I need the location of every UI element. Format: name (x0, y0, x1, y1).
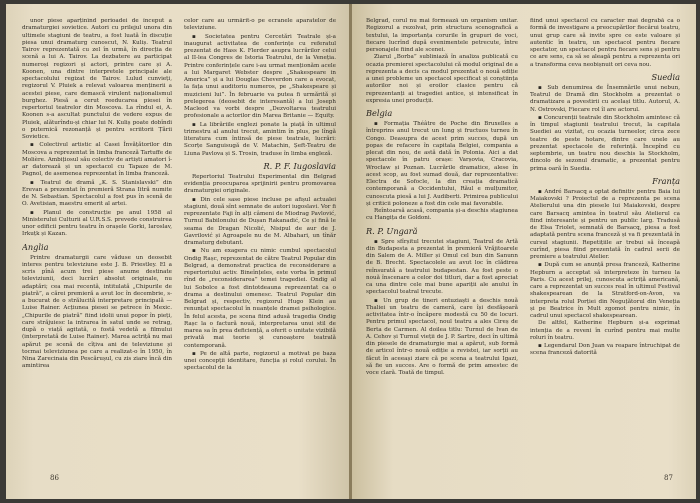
paragraph: ▪ Teatrul de dramă „K. S. Stanislavski” din Erevan a prezentat în premieră Strana Iitră numite de N. Sebastian. Spectacolul a fost pus în scenă de O. Avetisian, maestru emerit al artei. (22, 179, 172, 208)
paragraph: unor piese aparținînd perioadei de început a dramaturgiei sovietice. Autori cu prilejul unora din ultimele stagiuni de teatru, a fost luată în discuție piesa unui dramaturg cunoscut, N. Kuliș. Teatrul Tairov reprezentată cu zel în urmă, în direcția de scenă a lui A. Tairov. La dezbatere au participat numeroși regizori și actori, printre care și A. Koonen, una dintre interpretele principale ale spectacolului regizat de Tairov. Lulud cunvieți, regizorul V. Pluiek a relevat valoarea menținerii a acestei piese, care demască virulent naționalismul burghez. Piesă a cerut reeducarea piesei în repertoriul teatrelor din Moscova. La rîndul ei, A. Koonen s-a ascultat punctului de vedere expus de Pluiek, alăturîndu-și chiar lui N. Kuliș poate dobîndi o puternică rezonanță și pentru scriitorii Țării Sovietice. (22, 18, 172, 140)
paragraph: ▪ Un grup de tineri entuziaști a deschis nouă Thaliei un teatru de cameră, care își desfășoară activitatea într-o încăpere modestă cu 50 de locuri. Pentru primul spectacol, noul teatru a ales Cireș de Berta de Carmen. Al doilea titlu: Turnul de Ivan de A. Cehov și Turnul vieții de J. P. Sartre, deci în ultimă din piesele de dramaturgie mai a apărut, sub formă de articol într-o nouă ediție a revistei, iar sorții au făcut în aceeași ziare că pe scena a teatrului Igazi, să fie un succes. Are o formă de prim amestec de voce clară. Toată de timpul. (366, 297, 518, 376)
section-heading-belgia: Belgia (366, 108, 393, 118)
right-page (352, 4, 696, 499)
section-heading-franta: Franța (652, 175, 680, 186)
paragraph: fiind unui spectacol cu caracter mai degrabă ca o formă de investigare a preocupărilor fiecărui teatru, unui grup care să invite spre ce este valoare și autentic în teatru, un spectacol pentru fiecare spectator, un spectacol pentru fiecare sens și pentru ce are sens, ca să se aleagă pentru a reprezenta ori a transforma ceva neobișnuit ori ceva nou. (530, 18, 680, 68)
paragraph: ▪ Legendarul Don Juan va reapare întruchipat de scena franceză datorită (530, 343, 680, 357)
paragraph: ▪ La librăriile englezi ponate la piață în ultimul trimestru al anului trecut, amintim în plus, pe lîngă literatura cum întinsă de piese teatrale, lucrări: Scorțe Sanguisugă de V. Matachin, Șeft-Teatru de Liuna Pavlova și S. Trosin, traduse în limba engleză. (184, 121, 336, 157)
section-heading-suedia: Suedia (651, 71, 680, 82)
paragraph: ▪ După cum se anunță presa franceză, Katherine Hepburn a acceptat să interpreteze în turneu la Paris. Cu acest prilej, cunoscuta actriță americană, care a reprezentat un succes real în ultimul Festival shakespearean de la Stratford-on-Avon, va interpreta rolul Porției din Neguțătorul din Veneția și pe Beatrice în Mult zgomot pentru nimic, în cadrul unui spectacol shakespearean. (530, 262, 680, 319)
paragraph: Belgrad, corul nu mai formează un organism unitar. Regizorul a rezolvat, prin structura scenografică a textului, la importanța corurile în grupuri de voci, fiecare lucrînd după evenimentele petrecute, între personajele fiind ale scenei. (366, 18, 518, 53)
section-heading-anglia: Anglia (22, 241, 49, 252)
paragraph: ▪ Din cele sase piese incluse pe afișul actualei stagiuni, două sînt semnate de autori iugoslavi. Vor fi reprezentate Faji în alți câmeni de Miodrag Pavlović, Turnul Babilonului de Dușan Rakanadić, Ce și fină le seama de Dragan Nicolić, Nisipul de aur de J. Gavrilović și Agroapele nu de M. Albahari, un tînăr dramaturg debutant. (184, 196, 336, 246)
left-page-column-1 (22, 18, 172, 371)
paragraph: Reîntoarsă acasă, compania și-a deschis stagiunea cu Hangița de Goldoni. (366, 208, 518, 222)
paragraph: ▪ André Barsacq a optat definitiv pentru Baia lui Maiakovski ? Proiectul de a reprezenta pe scena Atelierului una din piesele lui Maiakovski, despre care Barsacq amintea în teatrul său Atelierul ca fiind interesante și pentru un public larg. Tradusă de Elsa Triolet, semnată de Barsacq, piesa a fost adaptată pentru scena franceză și va fi prezentată în cursul stagiunii. Repetițiile ar trebui să înceapă curînd, piesa fiind prezentată în cadrul serii de premiere a teatrului Atelier. (530, 188, 680, 260)
page-number-right: 87 (664, 474, 673, 482)
paragraph: ▪ Colectivul artistic al Casei Învățătorilor din Moscova a reprezentat în limba franceză Tartuffe de Molière. Ambițiosul său colectiv de artiști amatori î-ar datorează și un spectacol cu Tapaze de M. Pagnol, de asemenea reprezentat în limba franceză. (22, 142, 172, 178)
left-page-column-2 (184, 18, 336, 373)
paragraph: ▪ Concurenții teatrale din Stockholm amintesc că în timpul stagiunii teatrului trecut, la capitala Suediei au vizitat, cu ocazia turneelor, circa zece teatre de peste hotare, dintre care unele au prezentat spectacole de referință. Începînd cu septembrie, un teatru nou deschis la Stockholm, dincolo de sezonul dramatic, a prezentat pentru prima oară în Suedia. (530, 114, 680, 172)
paragraph: Repertoriul Teatrului Experimental din Belgrad evidenția preocuparea sprijinirii pentru promovarea dramaturgiei originale. (184, 173, 336, 195)
right-page-column-2 (530, 18, 680, 358)
paragraph: ▪ Nu am exagera cu nimic cumbul spectacolul Ondig Rașc, reprezentat de către Teatrul Popular din Belgrad, a demonstrat practica de reconsiderare a repertoriului activ. Bineînțeles, este vorba în primul rînd de „reconsiderarea” temei tragediei. Ondig al lui Sobolce a fost dintotdeauna reprezentat ca o drama a destinului omenesc. Teatrul Popular din Belgrad și, respectiv, regizorul Hugo Klein au renunțat spectacolul în nuanțele dramei psihologice. În felul acesta, pe scena fiind adusă tragedia Ondig Rașc la o factură nouă, interpretarea unui stil de marea sa în prea deficiență, a oferit o unitate vizibilă privată mai teorie și cunoaștere teatrală contemporană. (184, 248, 336, 349)
paragraph: ▪ Formația Théâtre de Poche din Bruxelles a întreprins anul trecut un lung și fructuos turneu în Congo. Deasupra de acest prim succes, după un popas de refacere în capitala Belgiei, compania a plecat din nou, de astă dată în Polonia. Aici a dat spectacole în patru orașe: Varșovia, Cracovia, Wrocław și Poznan. Lucrările dramatice, alese în acest scop, au fost sumad două, dar reprezentative: Electra de Sofocle, la din creația dramatică contemporană a Occidentului, Răul e mulțumitor, cunoscuta piesă a lui J. Audiberti. Primirea publicului și criticii poloneze a fost din cele mai favorabile. (366, 121, 518, 207)
paragraph: ▪ Sub denumirea de Însemnările unui nebun, Teatrul de Dramă din Stockholm a prezentat o dramatizare a povestirii cu același titlu. Autorul, A. N. Ostrovski, Fiecare rol îl are actorul. (530, 84, 680, 113)
section-heading-ungaria: R. P. Ungară (366, 225, 418, 236)
left-page (6, 4, 350, 499)
paragraph: ▪ Pe de altă parte, regizorul a motivat pe baza unei concepții identitare, funcția și rolul corului. În spectacolul de la (184, 350, 336, 372)
book-spread (6, 4, 696, 499)
page-number-left: 86 (50, 474, 59, 482)
paragraph: ▪ Spre sfîrșitul trecutei stagiuni, Teatrul de Artă din Budapesta a prezentat în premieră Vrăjitoarele din Salem de A. Miller și Omul cel bun din Sanunn de B. Brecht. Spectacolele au avut loc în clădirea reînsurată a teatrului budapestan. Au fost peste o nouă înscenare a celor doi titluri, dar a fost apreciat ca una dintre cele mai bune apariții ale anului în spectacolul teatral trecute. (366, 238, 518, 296)
paragraph: celor care au urmărit-o pe ecranele aparatelor de televiziune. (184, 18, 336, 32)
section-heading-iugoslavia: R. P. F. Iugoslavia (263, 160, 336, 171)
paragraph: ▪ Planul de construcție pe anul 1958 al Ministerului Culturii al U.R.S.S. prevede construirea unor edificii pentru teatru în orașele Gorki, Iaroslav, Irkuțk și Kazan. (22, 209, 172, 238)
right-page-column-1 (366, 18, 518, 377)
paragraph: ▪ Societatea pentru Cercetări Teatrale și-a inaugurat activitatea de conferințe cu referatul prezentat de Hass K. Flerder asupra lucrărilor celui al II-lea Congres de Istoria Teatrului, de la Veneția. Printre conferințele care i-au urmat menționăm acele a lui Margaret Webster despre „Shakespeare in America” și a lui Douglas Cheverdon care a evocat, la fața unui auditoriu numeros, pe „Shakespeare și muzicieni lui”. În februarie va putea fi urmărită și prelegerea (deosebit de interesantă) a lui Joseph Macleod va vorbi despre „Dezvoltarea teatrului profesionale a actorilor din Marea Britanie — Equity. (184, 33, 336, 120)
paragraph: Ziarul „Borba” subliniază în analiza publicată cu ocazia premierei spectacolului că modul original de a reprezenta a decis ca modul prezentat o nouă ediție a unei probleme un spectacol specificat și conștiința autorilor noi și eroilor clasice pentru că reprezentanți ai tragediei antice, și intensificat în expresia unei producții. (366, 54, 518, 104)
paragraph: De altfel, Katherine Hepburn și-a exprimat intenția de a reveni în curînd pentru mai multe roluri în teatru. (530, 320, 680, 341)
paragraph: Printre dramaturgii care văduse un deosebit interes pentru televiziune este J. B. Priestley. El a scris pînă acum trei piese anume destinate televiziunii, deci lucrări absolut originale, nu adaptări; cea mai recentă, intitulată „Chipurile de piatră”, a cărei premieră a avut loc în decembrie, s-a bucurat de o strălucită interpretare principală — Luise Rainer. Acțiunea piesei se petrece în Mexic. „Chipurile de piatră” fiind idolii unui popor în pieți, care străjuiesc la intrarea în satul unde se retrag, după o viață agitată, o fostă vedetă a filmului (interpretată de Luise Rainer). Marea actriță nu mai apărut pe scenă de cîțiva ani de televiziune și tocmai televiziunea pe care a realizat-o în 1950, în Nina Zarecinaia din Pescărușul, cu zis ziare încă din amintirea (22, 254, 172, 370)
